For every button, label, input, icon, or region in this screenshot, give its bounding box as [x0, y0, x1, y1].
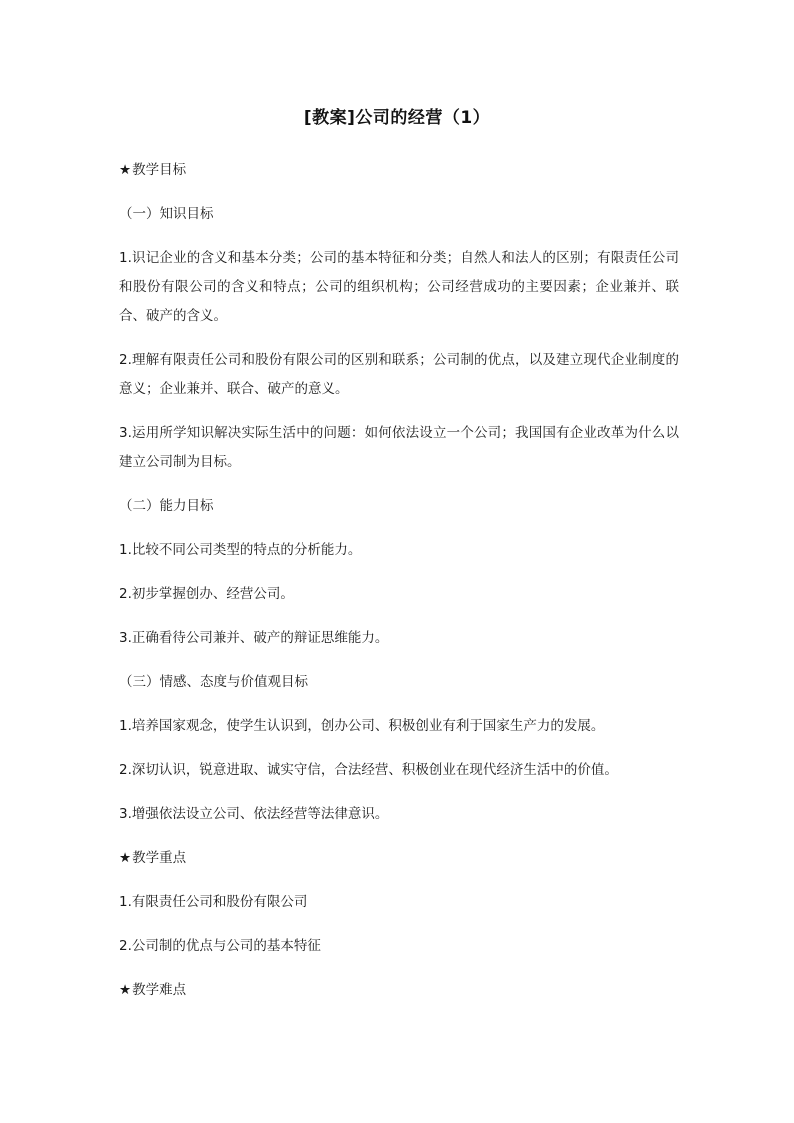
section-heading-difficulties: [119, 976, 679, 1005]
subheading-ability: （二）能力目标: [119, 498, 214, 514]
paragraph: 1.比较不同公司类型的特点的分析能力。: [119, 542, 362, 558]
paragraph: 2.理解有限责任公司和股份有限公司的区别和联系；公司制的优点，以及建立现代企业制度的意义；企业兼并、联合、破产的意义。: [119, 352, 679, 397]
subheading-knowledge: （一）知识目标: [119, 206, 214, 222]
section-heading-keypoints: [119, 844, 679, 873]
paragraph: 2.公司制的优点与公司的基本特征: [119, 938, 321, 954]
section-heading-label: 教学重点: [132, 850, 187, 866]
paragraph: 2.深切认识，锐意进取、诚实守信，合法经营、积极创业在现代经济生活中的价值。: [119, 762, 618, 778]
paragraph: 2.初步掌握创办、经营公司。: [119, 586, 294, 602]
section-heading-goals: [119, 156, 679, 185]
paragraph: 3.运用所学知识解决实际生活中的问题：如何依法设立一个公司；我国国有企业改革为什么以建立公司制为目标。: [119, 425, 679, 470]
star-icon: ★: [119, 982, 132, 998]
section-heading-label: 教学目标: [132, 162, 187, 178]
star-icon: ★: [119, 162, 132, 178]
subheading-emotion: （三）情感、态度与价值观目标: [119, 674, 308, 690]
paragraph: 1.有限责任公司和股份有限公司: [119, 894, 308, 910]
paragraph: 3.增强依法设立公司、依法经营等法律意识。: [119, 806, 389, 822]
page-title: [教案]公司的经营（1）: [303, 108, 491, 128]
paragraph: 3.正确看待公司兼并、破产的辩证思维能力。: [119, 630, 389, 646]
paragraph: 1.培养国家观念，使学生认识到，创办公司、积极创业有利于国家生产力的发展。: [119, 718, 605, 734]
star-icon: ★: [119, 850, 132, 866]
section-heading-label: 教学难点: [132, 982, 187, 998]
document-body: [119, 156, 679, 1020]
paragraph: 1.识记企业的含义和基本分类；公司的基本特征和分类；自然人和法人的区别；有限责任公司和股份有限公司的含义和特点；公司的组织机构；公司经营成功的主要因素；企业兼并、联合、破产的含义。: [119, 250, 679, 324]
